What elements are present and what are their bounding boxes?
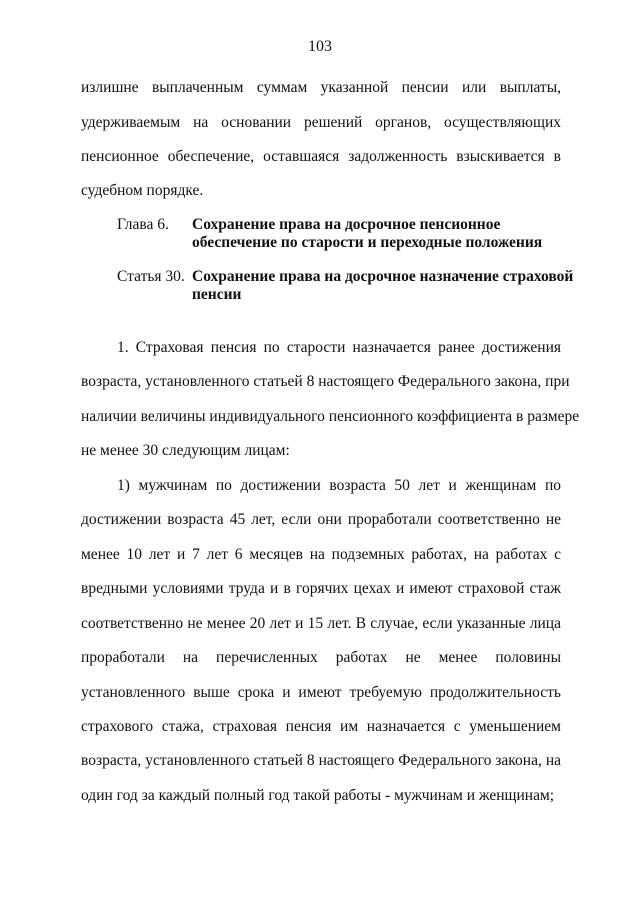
paragraph-3-line-3: менее 10 лет и 7 лет 6 месяцев на подземных работах, на работах с [81,546,561,563]
article-label: Статья 30. [117,268,185,285]
chapter-title-line-1: Сохранение права на досрочное пенсионное [192,216,501,233]
paragraph-1-line-3: пенсионное обеспечение, оставшаяся задолженность взыскивается в [81,148,561,165]
paragraph-3-line-2: достижении возраста 45 лет, если они проработали соответственно не [81,511,561,528]
paragraph-2-line-3: наличии величины индивидуального пенсионного коэффициента в размере [81,408,580,425]
paragraph-3-line-1: 1) мужчинам по достижении возраста 50 лет и женщинам по [117,477,561,494]
paragraph-1-line-2: удерживаемым на основании решений органов, осуществляющих [81,114,561,131]
paragraph-3-line-10: один год за каждый полный год такой работы - мужчинам и женщинам; [81,787,555,804]
article-title-line-1: Сохранение права на досрочное назначение страховой [192,268,574,285]
paragraph-3-line-7: установленного выше срока и имеют требуемую продолжительность [81,684,561,701]
paragraph-3-line-8: страхового стажа, страховая пенсия им назначается с уменьшением [81,718,561,735]
page-number: 103 [308,38,332,55]
paragraph-2-line-2: возраста, установленного статьей 8 настоящего Федерального закона, при [81,373,570,390]
paragraph-2-line-1: 1. Страховая пенсия по старости назначается ранее достижения [117,339,561,356]
paragraph-1-line-1: излишне выплаченным суммам указанной пенсии или выплаты, [81,79,561,96]
chapter-title-line-2: обеспечение по старости и переходные положения [192,234,543,251]
article-title-line-2: пенсии [192,286,242,303]
paragraph-3-line-5: соответственно не менее 20 лет и 15 лет. В случае, если указанные лица [81,615,561,632]
paragraph-2-line-4: не менее 30 следующим лицам: [81,442,290,459]
paragraph-3-line-6: проработали на перечисленных работах не менее половины [81,649,561,666]
paragraph-3-line-9: возраста, установленного статьей 8 настоящего Федерального закона, на [81,752,561,769]
paragraph-3-line-4: вредными условиями труда и в горячих цехах и имеют страховой стаж [81,580,561,597]
paragraph-1-line-4: судебном порядке. [81,182,204,199]
chapter-label: Глава 6. [117,216,169,233]
